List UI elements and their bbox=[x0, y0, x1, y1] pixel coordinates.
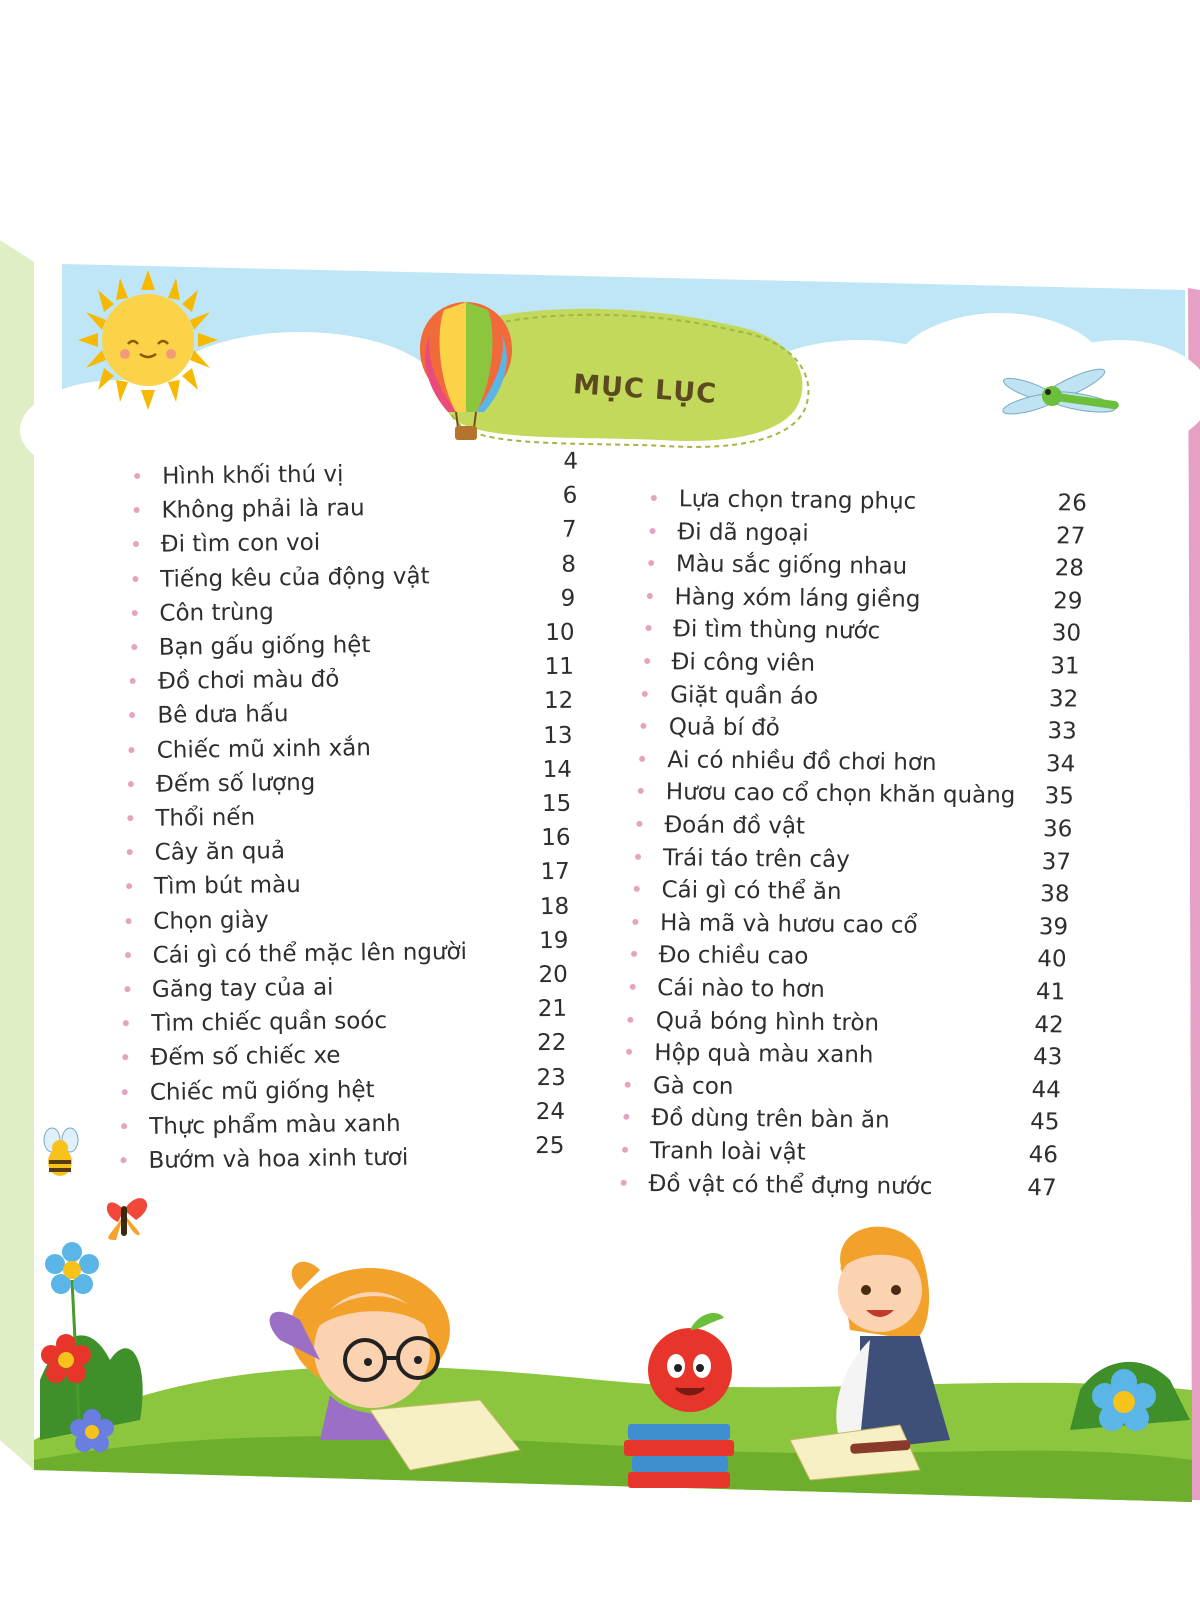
toc-entry-page-number: 20 bbox=[538, 961, 568, 989]
toc-entry-title: Cái gì có thể ăn bbox=[661, 877, 842, 906]
toc-entry-page-number: 28 bbox=[1054, 555, 1085, 582]
bullet-icon bbox=[131, 610, 137, 616]
toc-entry-page-number: 6 bbox=[562, 482, 578, 509]
toc-entry-title: Thổi nến bbox=[155, 804, 256, 832]
bullet-icon bbox=[133, 541, 139, 547]
toc-entry-title: Quả bí đỏ bbox=[668, 714, 780, 742]
toc-entry-title: Không phải là rau bbox=[161, 495, 365, 524]
bullet-icon bbox=[134, 473, 140, 479]
toc-entry-title: Hà mã và hươu cao cổ bbox=[659, 909, 918, 939]
toc-entry-title: Chiếc mũ xinh xắn bbox=[156, 734, 372, 764]
bullet-icon bbox=[127, 815, 133, 821]
toc-entry-page-number: 11 bbox=[544, 653, 575, 681]
toc-entry-page-number: 44 bbox=[1031, 1076, 1062, 1104]
bullet-icon bbox=[128, 781, 134, 787]
bullet-icon bbox=[645, 625, 651, 631]
toc-entry-page-number: 33 bbox=[1047, 718, 1077, 745]
toc-entry-title: Thực phẩm màu xanh bbox=[149, 1110, 401, 1140]
toc-entry-page-number: 45 bbox=[1030, 1109, 1060, 1136]
toc-entry-title: Tìm chiếc quần soóc bbox=[151, 1008, 388, 1038]
toc-entry-page-number: 27 bbox=[1055, 522, 1086, 550]
toc-entry-page-number: 4 bbox=[563, 448, 579, 475]
toc-entry-title: Đo chiều cao bbox=[658, 942, 809, 971]
toc-entry-page-number: 43 bbox=[1032, 1044, 1063, 1071]
bullet-icon bbox=[644, 658, 650, 664]
toc-entry-page-number: 21 bbox=[537, 995, 568, 1023]
toc-entry-title: Đi tìm con voi bbox=[160, 530, 321, 559]
toc-entry-title: Chiếc mũ giống hệt bbox=[149, 1076, 375, 1106]
toc-entry-page-number: 46 bbox=[1028, 1141, 1059, 1169]
toc-heading: MỤC LỤC bbox=[572, 369, 718, 410]
toc-entry-title: Đi tìm thùng nước bbox=[672, 616, 881, 645]
bullet-icon bbox=[120, 1157, 126, 1163]
toc-entry-title: Cái nào to hơn bbox=[657, 975, 825, 1003]
toc-entry-title: Tìm bút màu bbox=[153, 872, 301, 901]
toc-entry-title: Gà con bbox=[652, 1072, 734, 1100]
toc-entry-title: Chọn giày bbox=[153, 906, 269, 935]
bullet-icon bbox=[647, 593, 653, 599]
toc-entry-title: Găng tay của ai bbox=[151, 974, 334, 1003]
toc-entry-page-number: 26 bbox=[1057, 490, 1087, 517]
toc-entry-page-number: 40 bbox=[1037, 946, 1067, 973]
toc-entry-title: Đếm số lượng bbox=[155, 769, 316, 798]
toc-entry-page-number: 12 bbox=[543, 688, 574, 715]
toc-entry-page-number: 34 bbox=[1045, 750, 1076, 778]
bullet-icon bbox=[125, 918, 131, 924]
toc-entry-title: Hàng xóm láng giềng bbox=[674, 584, 921, 613]
toc-entry-page-number: 22 bbox=[537, 1030, 567, 1057]
toc-entry-title: Hươu cao cổ chọn khăn quàng bbox=[665, 779, 1016, 810]
bullet-icon bbox=[121, 1123, 127, 1129]
toc-entry-page-number: 17 bbox=[540, 859, 571, 886]
toc-entry-page-number: 23 bbox=[536, 1064, 566, 1091]
toc-entry-title: Đồ vật có thể đựng nước bbox=[648, 1170, 933, 1200]
bullet-icon bbox=[129, 747, 135, 753]
toc-entry-title: Ai có nhiều đồ chơi hơn bbox=[667, 746, 937, 776]
bullet-icon bbox=[132, 576, 138, 582]
bullet-icon bbox=[648, 560, 654, 566]
bullet-icon bbox=[124, 986, 130, 992]
toc-entry-title: Đi công viên bbox=[671, 649, 816, 677]
toc-entry-page-number: 10 bbox=[545, 619, 575, 646]
toc-entry-title: Lựa chọn trang phục bbox=[678, 486, 917, 515]
toc-entry-page-number: 15 bbox=[541, 790, 572, 818]
bullet-icon bbox=[636, 821, 642, 827]
bullet-icon bbox=[651, 495, 657, 501]
toc-entry-page-number: 8 bbox=[561, 551, 577, 578]
toc-entry-title: Côn trùng bbox=[159, 599, 274, 627]
bullet-icon bbox=[622, 1147, 628, 1153]
toc-entry-title: Hình khối thú vị bbox=[162, 461, 344, 490]
bullet-icon bbox=[122, 1089, 128, 1095]
bullet-icon bbox=[133, 507, 139, 513]
toc-entry-page-number: 36 bbox=[1042, 816, 1073, 843]
toc-entry-title: Trái táo trên cây bbox=[662, 844, 850, 873]
toc-entry-page-number: 19 bbox=[539, 927, 569, 954]
toc-entry-page-number: 13 bbox=[543, 722, 573, 749]
toc-entry-title: Đoán đồ vật bbox=[664, 812, 806, 840]
toc-entry-title: Tiếng kêu của động vật bbox=[159, 562, 430, 593]
toc-entry-title: Bê dưa hấu bbox=[157, 701, 289, 730]
toc-entry-page-number: 47 bbox=[1027, 1174, 1057, 1201]
toc-entry-page-number: 16 bbox=[541, 824, 571, 852]
toc-entry-title: Quả bóng hình tròn bbox=[655, 1007, 880, 1037]
toc-entry-page-number: 25 bbox=[534, 1132, 565, 1160]
toc-entry-title: Bướm và hoa xinh tươi bbox=[148, 1144, 409, 1174]
toc-entry-title: Đi dã ngoại bbox=[677, 518, 809, 547]
bullet-icon bbox=[639, 756, 645, 762]
toc-entry-page-number: 38 bbox=[1040, 881, 1070, 908]
toc-entry-page-number: 41 bbox=[1035, 979, 1066, 1006]
bullet-icon bbox=[634, 886, 640, 892]
toc-entry-title: Đồ chơi màu đỏ bbox=[157, 666, 340, 695]
bullet-icon bbox=[629, 984, 635, 990]
toc-entry-title: Hộp quà màu xanh bbox=[654, 1040, 874, 1069]
toc-entry-page-number: 9 bbox=[560, 585, 576, 612]
toc-entry-page-number: 39 bbox=[1038, 913, 1069, 941]
toc-left-column bbox=[134, 448, 603, 1202]
toc-entry-page-number: 30 bbox=[1051, 620, 1082, 647]
toc-entry-page-number: 7 bbox=[561, 516, 577, 544]
toc-entry-page-number: 18 bbox=[539, 893, 570, 920]
toc-entry-title: Tranh loài vật bbox=[649, 1138, 806, 1166]
bullet-icon bbox=[125, 952, 131, 958]
bullet-icon bbox=[621, 1179, 627, 1185]
toc-entry-title: Đồ dùng trên bàn ăn bbox=[651, 1105, 890, 1134]
toc-entry-title: Bạn gấu giống hệt bbox=[158, 632, 371, 661]
toc-entry-page-number: 31 bbox=[1050, 653, 1080, 680]
toc-entry-title: Cái gì có thể mặc lên người bbox=[152, 938, 468, 969]
bullet-icon bbox=[632, 919, 638, 925]
toc-entry-title: Giặt quần áo bbox=[670, 681, 819, 710]
toc-entry-page-number: 37 bbox=[1041, 848, 1072, 876]
toc-entry-title: Cây ăn quả bbox=[154, 838, 286, 866]
bullet-icon bbox=[131, 644, 137, 650]
toc-entry-page-number: 29 bbox=[1053, 588, 1083, 615]
toc-entry-page-number: 42 bbox=[1034, 1011, 1064, 1038]
toc-entry-page-number: 32 bbox=[1048, 685, 1079, 713]
toc-right-column bbox=[643, 484, 1101, 1219]
toc-entry-page-number: 24 bbox=[535, 1098, 566, 1125]
toc-entry-title: Đếm số chiếc xe bbox=[150, 1042, 341, 1072]
toc-entry-page-number: 14 bbox=[542, 756, 573, 783]
toc-entry-page-number: 35 bbox=[1044, 783, 1074, 810]
bullet-icon bbox=[635, 853, 641, 859]
bullet-icon bbox=[649, 528, 655, 534]
toc-entry-title: Màu sắc giống nhau bbox=[675, 551, 908, 580]
